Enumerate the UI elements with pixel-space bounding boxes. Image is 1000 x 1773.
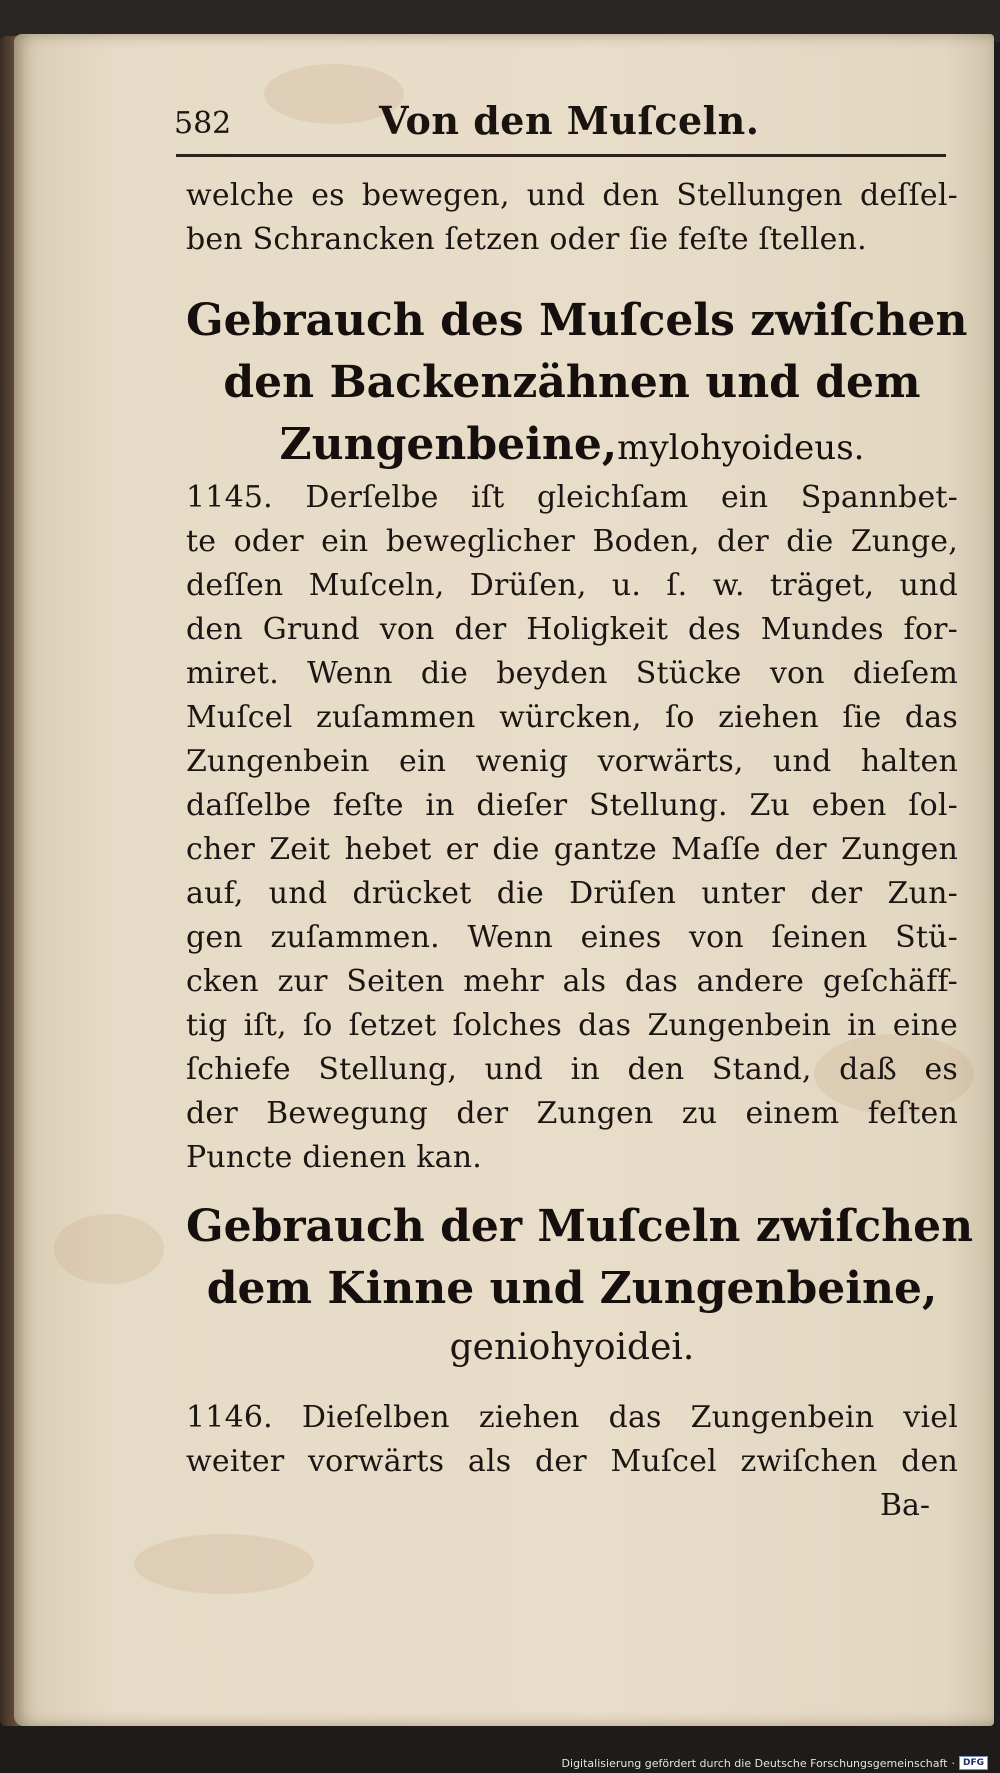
- section-heading-2: [186, 1196, 974, 1376]
- text-line: ben Schrancken ſetzen oder ſie feſte ſtellen.: [186, 222, 867, 257]
- text-line: ſchiefe Stellung, und in den Stand, daß es: [186, 1052, 958, 1087]
- text-line: gen zuſammen. Wenn eines von ſeinen Stü-: [186, 920, 958, 955]
- text-line: daſſelbe feſte in dieſer Stellung. Zu eben ſol-: [186, 788, 958, 823]
- heading-line: Gebrauch der Muſceln zwiſchen: [186, 1201, 974, 1252]
- paper-stain: [54, 1214, 164, 1284]
- text-line: Muſcel zuſammen würcken, ſo ziehen ſie das: [186, 700, 958, 735]
- heading-latin-term: geniohyoidei.: [449, 1327, 695, 1368]
- page-header: [174, 96, 950, 144]
- text-line: Zungenbein ein wenig vorwärts, und halten: [186, 744, 958, 779]
- text-line: auf, und drücket die Drüſen unter der Zun-: [186, 876, 958, 911]
- digitization-credit: [562, 1756, 988, 1770]
- text-line: cher Zeit hebet er die gantze Maſſe der Zungen: [186, 832, 958, 867]
- heading-word: Zungenbeine,: [279, 419, 618, 470]
- paper-stain: [134, 1534, 314, 1594]
- text-line: tig iſt, ſo ſetzet ſolches das Zungenbein in eine: [186, 1008, 958, 1043]
- text-line: 1146. Dieſelben ziehen das Zungenbein viel: [186, 1400, 958, 1435]
- heading-line: den Backenzähnen und dem: [223, 357, 921, 408]
- text-line: Puncte dienen kan.: [186, 1140, 482, 1175]
- paragraph-1145: [186, 476, 958, 1180]
- text-line: deſſen Muſceln, Drüſen, u. ſ. w. träget, und: [186, 568, 958, 603]
- page-number: 582: [174, 106, 232, 141]
- text-line: den Grund von der Holigkeit des Mundes for-: [186, 612, 958, 647]
- credit-text: Digitalisierung gefördert durch die Deutsche Forschungsgemeinschaft: [561, 1756, 948, 1770]
- heading-line: Gebrauch des Muſcels zwiſchen: [186, 295, 968, 346]
- dfg-logo-icon: DFG: [959, 1756, 988, 1770]
- catchword: Ba-: [880, 1488, 931, 1523]
- text-line: te oder ein beweglicher Boden, der die Zunge,: [186, 524, 958, 559]
- text-line: miret. Wenn die beyden Stücke von dieſem: [186, 656, 958, 691]
- heading-line: [186, 414, 958, 476]
- continuation-text: [186, 174, 958, 262]
- text-line: 1145. Derſelbe iſt gleichſam ein Spannbet-: [186, 480, 958, 515]
- paragraph-1146: [186, 1396, 958, 1484]
- section-heading-1: [186, 290, 968, 476]
- heading-line: dem Kinne und Zungenbeine,: [206, 1263, 938, 1314]
- credit-separator: ·: [951, 1756, 955, 1770]
- text-line: welche es bewegen, und den Stellungen deſſel-: [186, 178, 958, 213]
- text-line: cken zur Seiten mehr als das andere geſchäff-: [186, 964, 958, 999]
- text-line: weiter vorwärts als der Muſcel zwiſchen den: [186, 1444, 958, 1479]
- running-head: Von den Muſceln.: [379, 98, 760, 143]
- text-line: der Bewegung der Zungen zu einem feſten: [186, 1096, 958, 1131]
- header-rule: [176, 154, 946, 157]
- heading-latin-term: mylohyoideus.: [617, 428, 865, 468]
